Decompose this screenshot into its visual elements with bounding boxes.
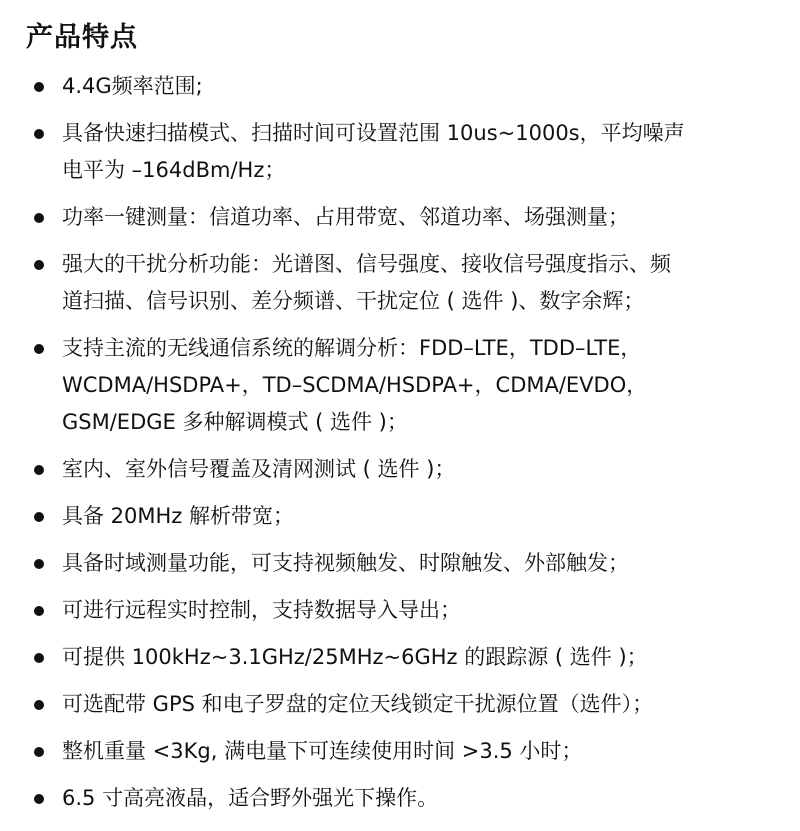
bullet-icon <box>34 82 44 92</box>
feature-text <box>62 498 786 535</box>
bullet-icon <box>34 794 44 804</box>
feature-text <box>62 639 786 676</box>
feature-item <box>0 115 800 189</box>
feature-item <box>0 639 800 676</box>
feature-line: WCDMA/HSDPA+，TD–SCDMA/HSDPA+，CDMA/EVDO， <box>62 373 648 397</box>
feature-item <box>0 780 800 817</box>
bullet-icon <box>34 344 44 354</box>
feature-line: 具备 20MHz 解析带宽； <box>62 504 295 528</box>
feature-list <box>0 68 800 827</box>
feature-text <box>62 545 786 582</box>
feature-text <box>62 68 786 105</box>
feature-item <box>0 498 800 535</box>
bullet-icon <box>34 512 44 522</box>
bullet-icon <box>34 653 44 663</box>
feature-text <box>62 330 786 441</box>
section-title: 产品特点 <box>26 22 138 53</box>
feature-line: 功率一键测量：信道功率、占用带宽、邻道功率、场强测量； <box>62 205 629 229</box>
bullet-icon <box>34 606 44 616</box>
feature-line: 电平为 –164dBm/Hz； <box>62 158 286 182</box>
feature-item <box>0 545 800 582</box>
bullet-icon <box>34 700 44 710</box>
feature-item <box>0 199 800 236</box>
feature-item <box>0 68 800 105</box>
feature-text <box>62 451 786 488</box>
feature-line: GSM/EDGE 多种解调模式 ( 选件 )； <box>62 410 408 434</box>
feature-item <box>0 592 800 629</box>
feature-line: 强大的干扰分析功能：光谱图、信号强度、接收信号强度指示、频 <box>62 252 671 276</box>
feature-text <box>62 733 786 770</box>
feature-line: 整机重量 <3Kg, 满电量下可连续使用时间 >3.5 小时； <box>62 739 583 763</box>
bullet-icon <box>34 747 44 757</box>
bullet-icon <box>34 559 44 569</box>
feature-line: 道扫描、信号识别、差分频谱、干扰定位 ( 选件 )、数字余辉； <box>62 289 645 313</box>
feature-item <box>0 330 800 441</box>
feature-line: 室内、室外信号覆盖及清网测试 ( 选件 )； <box>62 457 456 481</box>
feature-line: 支持主流的无线通信系统的解调分析：FDD–LTE，TDD–LTE， <box>62 336 642 360</box>
feature-item <box>0 733 800 770</box>
feature-line: 4.4G频率范围; <box>62 74 203 98</box>
feature-line: 可选配带 GPS 和电子罗盘的定位天线锁定干扰源位置（选件）； <box>62 692 654 716</box>
feature-text <box>62 115 786 189</box>
bullet-icon <box>34 260 44 270</box>
feature-line: 可进行远程实时控制，支持数据导入导出； <box>62 598 461 622</box>
feature-text <box>62 199 786 236</box>
bullet-icon <box>34 213 44 223</box>
feature-line: 具备时域测量功能，可支持视频触发、时隙触发、外部触发； <box>62 551 629 575</box>
feature-item <box>0 246 800 320</box>
feature-line: 可提供 100kHz~3.1GHz/25MHz~6GHz 的跟踪源 ( 选件 )； <box>62 645 648 669</box>
feature-text <box>62 780 786 817</box>
feature-line: 具备快速扫描模式、扫描时间可设置范围 10us~1000s，平均噪声 <box>62 121 685 145</box>
feature-line: 6.5 寸高亮液晶，适合野外强光下操作。 <box>62 786 439 810</box>
feature-text <box>62 246 786 320</box>
feature-text <box>62 686 786 723</box>
bullet-icon <box>34 465 44 475</box>
feature-text <box>62 592 786 629</box>
feature-item <box>0 686 800 723</box>
bullet-icon <box>34 129 44 139</box>
feature-item <box>0 451 800 488</box>
